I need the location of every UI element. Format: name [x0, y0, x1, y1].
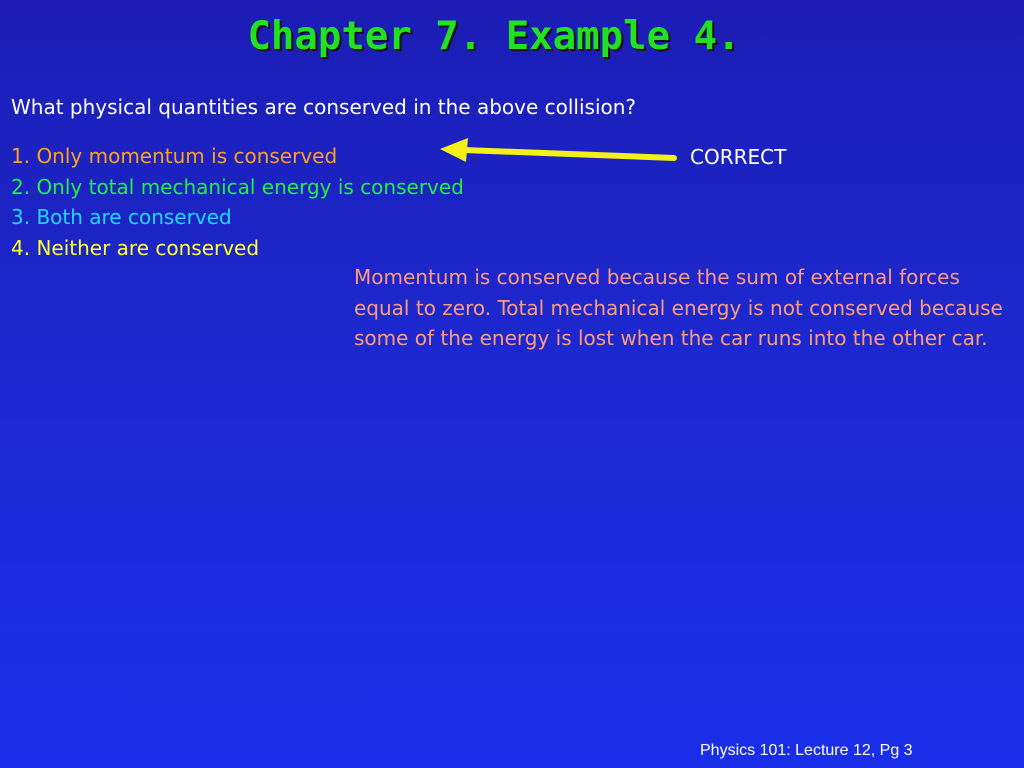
footer-page-label: Physics 101: Lecture 12, Pg 3 — [700, 742, 913, 759]
explanation-text: Momentum is conserved because the sum of external forces equal to zero. Total mechanical energy is not conserved because some of the energy is lost when the car runs into the other car. — [354, 265, 1003, 350]
question-text: What physical quantities are conserved in the above collision? — [11, 95, 637, 119]
answer-option-1: 1. Only momentum is conserved — [11, 144, 338, 168]
arrow-left-icon — [430, 134, 680, 174]
arrow-shaft — [464, 150, 674, 158]
answer-option-4: 4. Neither are conserved — [11, 235, 260, 260]
answer-options-list — [11, 141, 464, 263]
arrow-head — [440, 138, 468, 162]
answer-option-2: 2. Only total mechanical energy is conserved — [11, 174, 464, 199]
answer-option-3: 3. Both are conserved — [11, 205, 232, 229]
correct-label: CORRECT — [690, 145, 787, 169]
slide-title: Chapter 7. Example 4. — [247, 14, 741, 59]
